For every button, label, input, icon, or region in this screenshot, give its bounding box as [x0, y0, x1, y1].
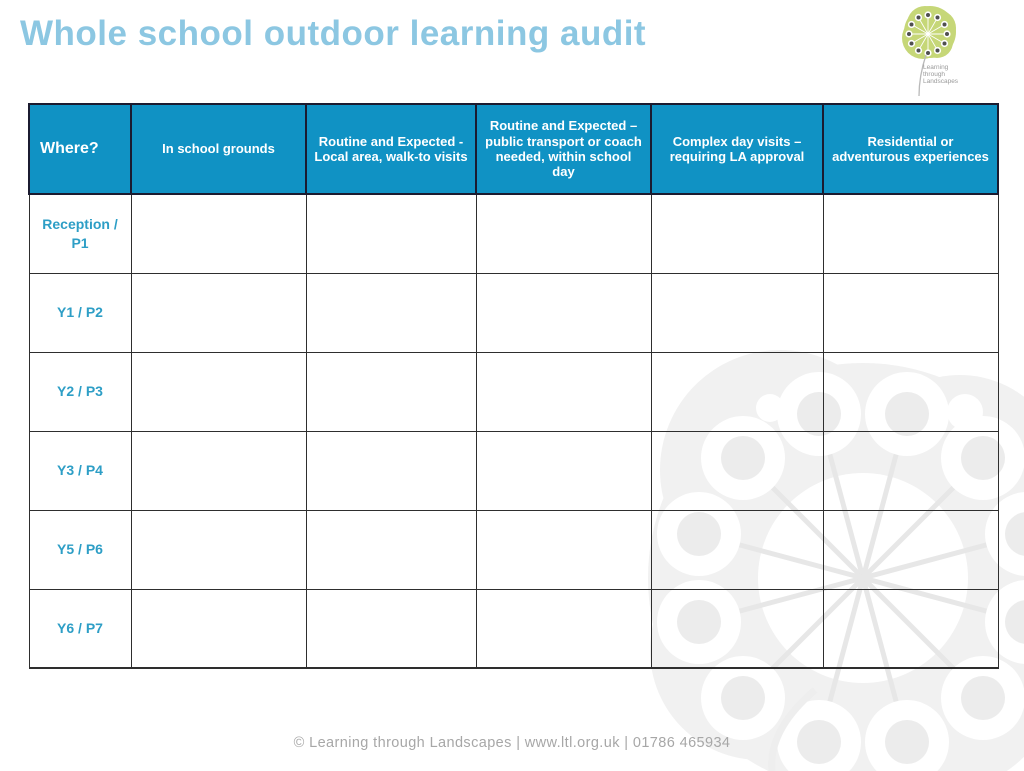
table-cell [131, 431, 306, 510]
table-row-y6-p7 [29, 589, 998, 668]
table-cell [651, 431, 823, 510]
table-cell [651, 510, 823, 589]
table-cell [651, 589, 823, 668]
row-label-y5-p6: Y5 / P6 [29, 510, 131, 589]
logo-text-line2: through [923, 71, 946, 78]
table-cell [306, 510, 476, 589]
table-cell [306, 431, 476, 510]
logo-text-line3: Landscapes [923, 78, 959, 85]
column-header-school-grounds: In school grounds [131, 104, 306, 194]
table-row-y2-p3 [29, 352, 998, 431]
table-cell [476, 589, 651, 668]
table-row-y3-p4 [29, 431, 998, 510]
table-cell [306, 194, 476, 273]
footer-copyright: © Learning through Landscapes | www.ltl.org.uk | 01786 465934 [293, 735, 731, 751]
logo-text-line1: Learning [923, 64, 949, 71]
column-header-public-transport: Routine and Expected – public transport or coach needed, within school day [476, 104, 651, 194]
row-label-y1-p2: Y1 / P2 [29, 273, 131, 352]
outdoor-learning-audit-table [28, 103, 999, 669]
table-cell [476, 194, 651, 273]
table-cell [823, 194, 998, 273]
row-label-y2-p3: Y2 / P3 [29, 352, 131, 431]
table-cell [131, 273, 306, 352]
table-cell [823, 589, 998, 668]
table-row-y1-p2 [29, 273, 998, 352]
column-header-where: Where? [29, 104, 131, 194]
column-header-local-area: Routine and Expected - Local area, walk-to visits [306, 104, 476, 194]
page-title: Whole school outdoor learning audit [20, 14, 647, 53]
table-cell [476, 273, 651, 352]
header-row [29, 104, 998, 194]
table-cell [651, 352, 823, 431]
table-row-y5-p6 [29, 510, 998, 589]
column-header-residential: Residential or adventurous experiences [823, 104, 998, 194]
table-cell [131, 510, 306, 589]
table-cell [651, 273, 823, 352]
table-cell [306, 273, 476, 352]
table-cell [476, 431, 651, 510]
table-cell [476, 352, 651, 431]
table-row-reception-p1 [29, 194, 998, 273]
learning-through-landscapes-logo [893, 2, 991, 102]
row-label-y3-p4: Y3 / P4 [29, 431, 131, 510]
column-header-complex-visits: Complex day visits – requiring LA approval [651, 104, 823, 194]
row-label-y6-p7: Y6 / P7 [29, 589, 131, 668]
table-cell [131, 194, 306, 273]
table-cell [306, 589, 476, 668]
row-label-reception-p1: Reception / P1 [29, 194, 131, 273]
table-cell [306, 352, 476, 431]
table-cell [823, 352, 998, 431]
table-cell [823, 431, 998, 510]
table-cell [823, 510, 998, 589]
table-cell [131, 352, 306, 431]
table-cell [823, 273, 998, 352]
table-cell [651, 194, 823, 273]
table-cell [476, 510, 651, 589]
table-cell [131, 589, 306, 668]
